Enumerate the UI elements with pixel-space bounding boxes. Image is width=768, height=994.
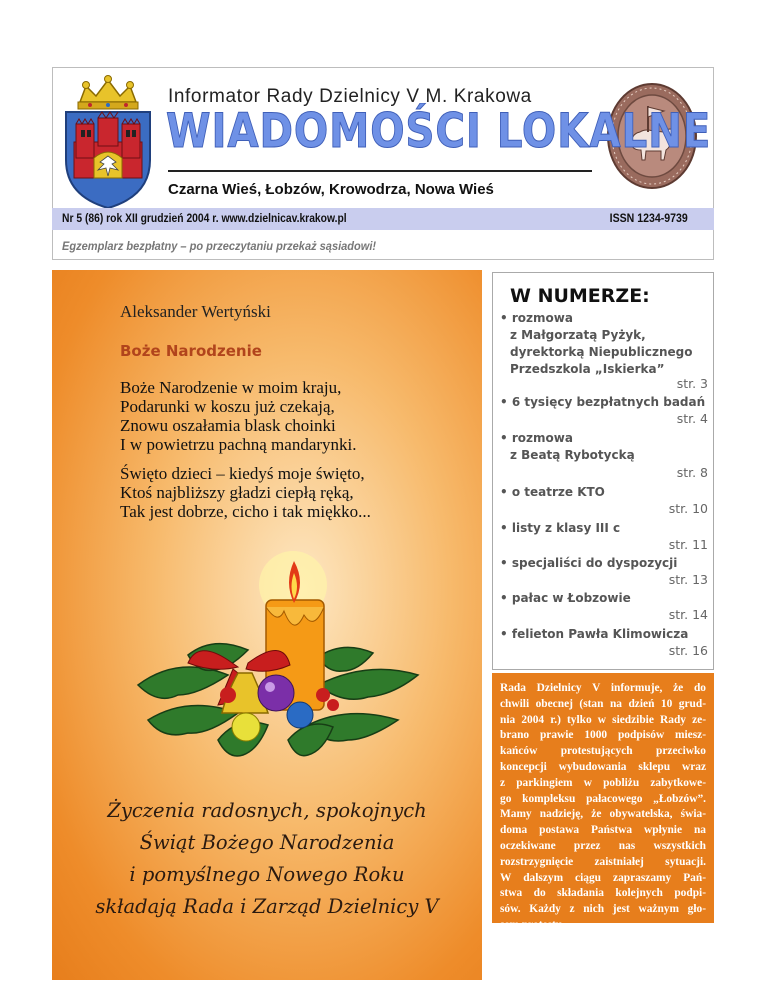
toc-page-number: str. 16 [668, 643, 708, 658]
christmas-candle-icon [118, 545, 430, 770]
masthead-rule [168, 170, 592, 172]
masthead-title: WIADOMOŚCI LOKALNE [166, 104, 712, 159]
poem-line: Tak jest dobrze, cicho i tak miękko... [120, 502, 371, 521]
toc-item [500, 310, 706, 378]
toc-item-line: • rozmowa [500, 311, 573, 325]
toc-page-number: str. 13 [668, 572, 708, 587]
notice-line: koncepcji wybudowania sklepu wraz [500, 760, 706, 773]
toc-item-line: Przedszkola „Iskierka” [510, 362, 665, 376]
toc-item [500, 555, 706, 572]
toc-item-line: • pałac w Łobzowie [500, 591, 631, 605]
toc-page-number: str. 14 [668, 607, 708, 622]
toc-item [500, 430, 706, 464]
poem-line: I w powietrzu pachną mandarynki. [120, 435, 357, 454]
districts-line: Czarna Wieś, Łobzów, Krowodrza, Nowa Wieś [168, 181, 494, 198]
toc-title: W NUMERZE: [510, 285, 650, 307]
notice-line: kańców protestujących przeciwko [500, 745, 706, 758]
notice-line: go kompleksu pałacowego „Łobzów”. [500, 792, 706, 805]
notice-line: Mamy nadzieję, że obywatelska, świa- [500, 808, 706, 821]
notice-line: brano prawie 1000 podpisów miesz- [500, 729, 706, 742]
notice-line: doma postawa Państwa wpłynie na [500, 824, 706, 837]
notice-line: nia 2004 r.) tylko w siedzibie Rady ze- [500, 713, 706, 726]
toc-item-line: • felieton Pawła Klimowicza [500, 627, 689, 641]
toc-item-line: • rozmowa [500, 431, 573, 445]
notice-line: Rada Dzielnicy V informuje, że do [500, 682, 706, 694]
notice-line: rozstrzygnięcie zaistniałej sytuacji. [500, 855, 706, 868]
toc-page-number: str. 3 [676, 376, 708, 391]
toc-item-line: • specjaliści do dyspozycji [500, 556, 678, 570]
notice-line: oczekiwane przez nas wszystkich [500, 839, 706, 852]
wishes-line: Życzenia radosnych, spokojnych [107, 799, 427, 822]
notice-line: stwa do składania kolejnych podpi- [500, 887, 706, 900]
notice-line: z parkingiem w pobliżu zabytkowe- [500, 776, 706, 789]
toc-item-line: z Małgorzatą Pyżyk, [510, 328, 646, 342]
notice-line: W dalszym ciągu zapraszamy Pań- [500, 871, 706, 884]
poem-line: Święto dzieci – kiedyś moje święto, [120, 464, 365, 483]
wishes-line: składają Rada i Zarząd Dzielnicy V [95, 895, 439, 918]
poem-line: Znowu oszałamia blask choinki [120, 416, 336, 435]
poem-line: Ktoś najbliższy gładzi ciepłą ręką, [120, 483, 354, 502]
krakow-crest-icon [58, 72, 158, 212]
toc-item-line: • listy z klasy III c [500, 521, 621, 535]
toc-page-number: str. 10 [668, 501, 708, 516]
toc-page-number: str. 11 [668, 537, 708, 552]
toc-item-line: • o teatrze KTO [500, 485, 605, 499]
toc-item-line: dyrektorką Niepublicznego [510, 345, 693, 359]
issue-line: Nr 5 (86) rok XII grudzień 2004 r. www.dzielnicav.krakow.pl [62, 211, 347, 225]
holiday-wishes [52, 795, 482, 923]
wishes-line: Świąt Bożego Narodzenia [139, 831, 395, 854]
toc-item [500, 484, 706, 501]
toc-item-line: z Beatą Rybotycką [510, 448, 635, 462]
poem-stanza-2 [120, 464, 371, 521]
toc-item [500, 520, 706, 537]
notice-line: chwili obecnej (stan na dzień 10 grud- [500, 697, 706, 710]
poem-author: Aleksander Wertyński [120, 302, 271, 321]
free-copy-note: Egzemplarz bezpłatny – po przeczytaniu przekaż sąsiadowi! [62, 239, 377, 253]
toc-item-line: • 6 tysięcy bezpłatnych badań [500, 395, 706, 409]
poem-line: Boże Narodzenie w moim kraju, [120, 378, 342, 397]
poem-title: Boże Narodzenie [120, 342, 262, 360]
toc-item [500, 590, 706, 607]
poem-line: Podarunki w koszu już czekają, [120, 397, 335, 416]
newsletter-supertitle: Informator Rady Dzielnicy V M. Krakowa [168, 86, 532, 107]
council-notice-text [500, 681, 706, 934]
wishes-line: i pomyślnego Nowego Roku [129, 863, 405, 886]
notice-line: sów. Każdy z nich jest ważnym gło- [500, 903, 706, 916]
poem-stanza-1 [120, 378, 357, 454]
toc-item [500, 626, 706, 643]
toc-page-number: str. 8 [676, 465, 708, 480]
toc-page-number: str. 4 [676, 411, 708, 426]
toc-item [500, 394, 706, 411]
notice-line: sem protestu. [500, 918, 565, 931]
issn-label: ISSN 1234-9739 [609, 211, 688, 225]
